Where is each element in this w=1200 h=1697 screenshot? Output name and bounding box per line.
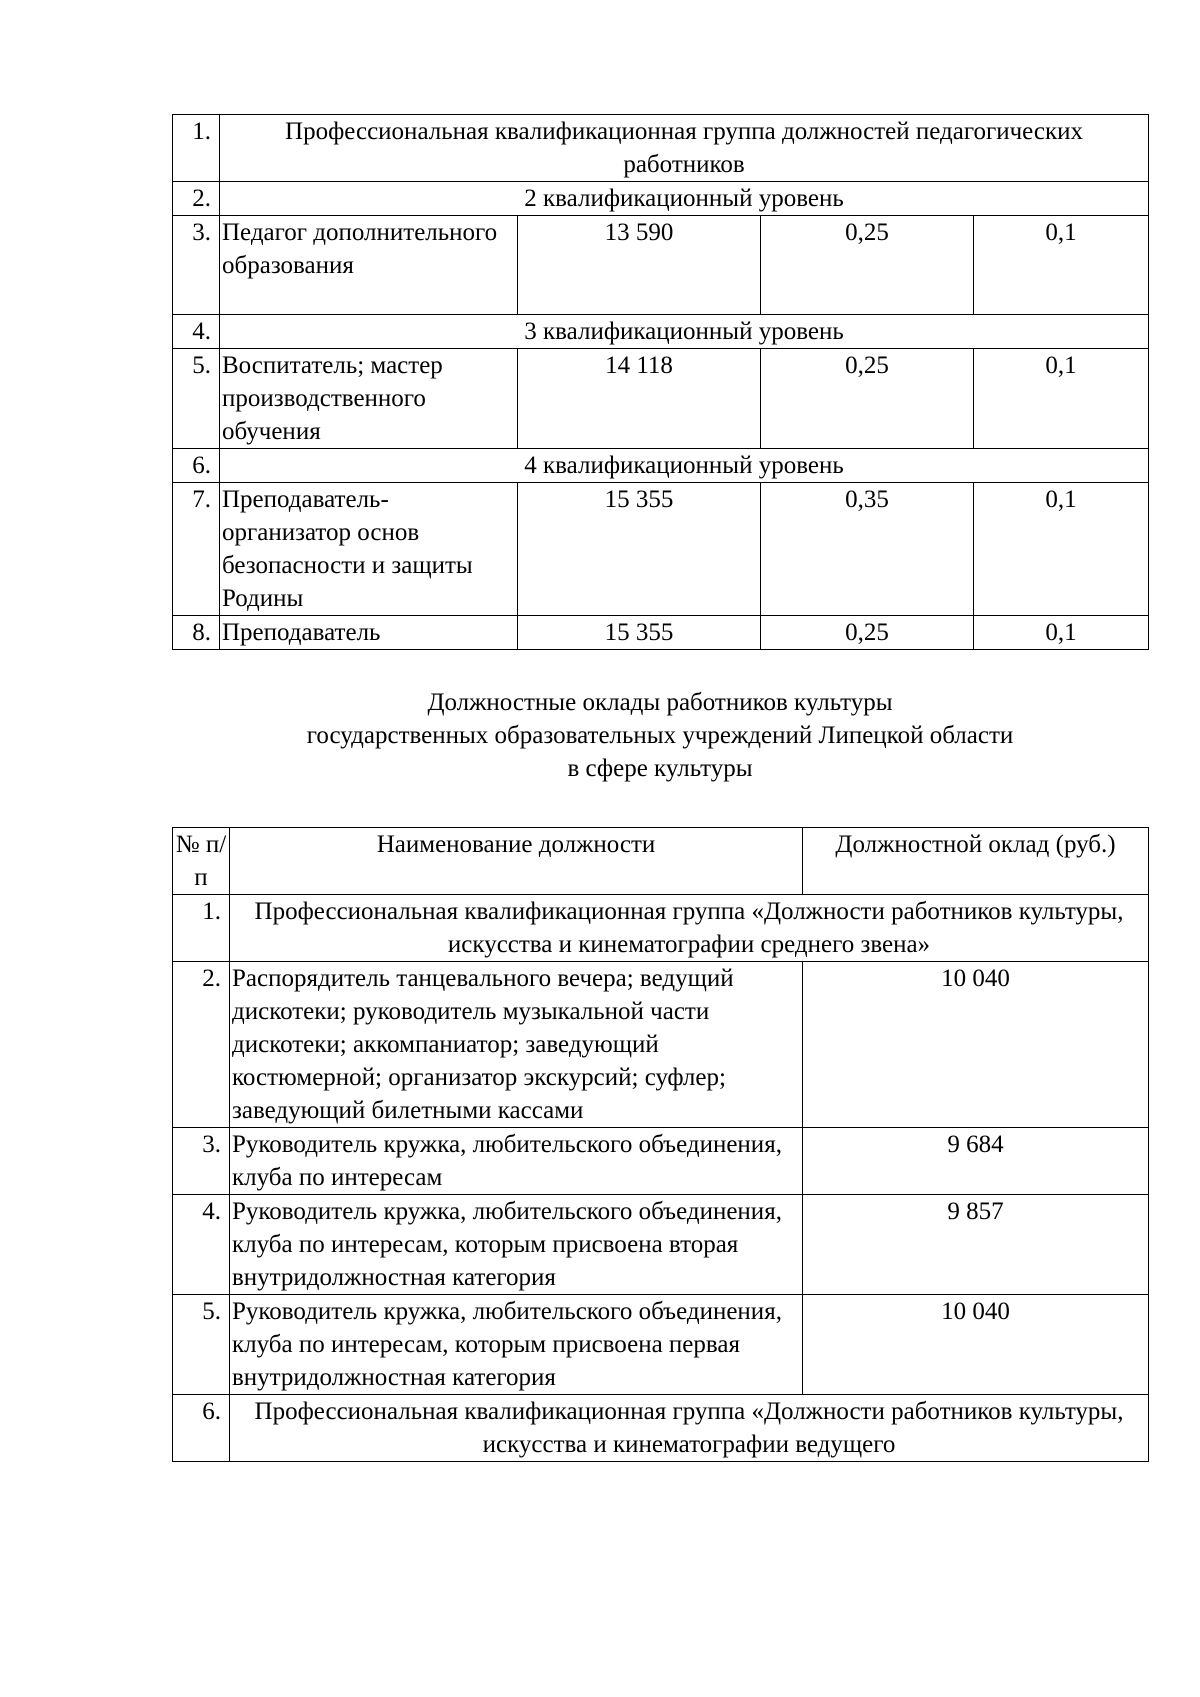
table-row <box>173 1128 1149 1195</box>
table-row <box>173 483 1149 616</box>
heading-line-1: Должностные оклады работников культуры <box>427 689 893 716</box>
table-row <box>173 315 1149 349</box>
salary-value: 10 040 <box>803 962 1149 1128</box>
position-name: Распорядитель танцевального вечера; ведущий дискотеки; руководитель музыкальной части дискотеки; аккомпаниатор; заведующий костюмерной; организатор экскурсий; суфлер; заведующий билетными кассами <box>230 962 803 1128</box>
row-number: 5. <box>173 1295 230 1395</box>
row-number: 7. <box>173 483 220 616</box>
coefficient-1: 0,25 <box>761 216 974 315</box>
table-row <box>173 115 1149 182</box>
row-number: 2. <box>173 182 220 216</box>
salary-value: 9 857 <box>803 1195 1149 1295</box>
level-title: 4 квалификационный уровень <box>220 449 1149 483</box>
row-number: 2. <box>173 962 230 1128</box>
row-number: 3. <box>173 216 220 315</box>
salary-value: 14 118 <box>518 349 761 449</box>
row-number: 8. <box>173 616 220 650</box>
table-row <box>173 895 1149 962</box>
table-row <box>173 1195 1149 1295</box>
position-name: Преподаватель <box>220 616 518 650</box>
level-title: 2 квалификационный уровень <box>220 182 1149 216</box>
salary-value: 10 040 <box>803 1295 1149 1395</box>
coefficient-2: 0,1 <box>974 616 1149 650</box>
salary-value: 13 590 <box>518 216 761 315</box>
table-row <box>173 349 1149 449</box>
position-name: Руководитель кружка, любительского объединения, клуба по интересам, которым присвоена вторая внутридолжностная категория <box>230 1195 803 1295</box>
row-number: 5. <box>173 349 220 449</box>
position-name: Руководитель кружка, любительского объединения, клуба по интересам, которым присвоена первая внутридолжностная категория <box>230 1295 803 1395</box>
header-salary: Должностной оклад (руб.) <box>803 828 1149 895</box>
heading-line-2: государственных образовательных учреждений Липецкой области <box>306 722 1014 749</box>
table-row <box>173 182 1149 216</box>
heading-line-3: в сфере культуры <box>567 755 753 782</box>
table-header-row <box>173 828 1149 895</box>
group-title: Профессиональная квалификационная группа «Должности работников культуры, искусства и кинематографии ведущего <box>230 1395 1149 1462</box>
table-row <box>173 449 1149 483</box>
row-number: 4. <box>173 1195 230 1295</box>
table-row <box>173 216 1149 315</box>
row-number: 4. <box>173 315 220 349</box>
coefficient-1: 0,25 <box>761 616 974 650</box>
table-row <box>173 1395 1149 1462</box>
row-number: 6. <box>173 449 220 483</box>
row-number: 3. <box>173 1128 230 1195</box>
level-title: 3 квалификационный уровень <box>220 315 1149 349</box>
coefficient-2: 0,1 <box>974 483 1149 616</box>
table-row <box>173 616 1149 650</box>
table-row <box>173 962 1149 1128</box>
salary-value: 15 355 <box>518 483 761 616</box>
coefficient-1: 0,35 <box>761 483 974 616</box>
row-number: 6. <box>173 1395 230 1462</box>
coefficient-2: 0,1 <box>974 349 1149 449</box>
header-number: № п/п <box>173 828 230 895</box>
table-row <box>173 1295 1149 1395</box>
pedagogical-salary-table <box>172 114 1149 650</box>
position-name: Преподаватель-организатор основ безопасности и защиты Родины <box>220 483 518 616</box>
position-name: Воспитатель; мастер производственного обучения <box>220 349 518 449</box>
group-title: Профессиональная квалификационная группа должностей педагогических работников <box>220 115 1149 182</box>
coefficient-1: 0,25 <box>761 349 974 449</box>
culture-salary-table <box>172 827 1149 1462</box>
salary-value: 9 684 <box>803 1128 1149 1195</box>
header-position: Наименование должности <box>230 828 803 895</box>
position-name: Педагог дополнительного образования <box>220 216 518 315</box>
salary-value: 15 355 <box>518 616 761 650</box>
position-name: Руководитель кружка, любительского объединения, клуба по интересам <box>230 1128 803 1195</box>
section-heading <box>172 686 1148 785</box>
row-number: 1. <box>173 115 220 182</box>
row-number: 1. <box>173 895 230 962</box>
group-title: Профессиональная квалификационная группа «Должности работников культуры, искусства и кинематографии среднего звена» <box>230 895 1149 962</box>
coefficient-2: 0,1 <box>974 216 1149 315</box>
